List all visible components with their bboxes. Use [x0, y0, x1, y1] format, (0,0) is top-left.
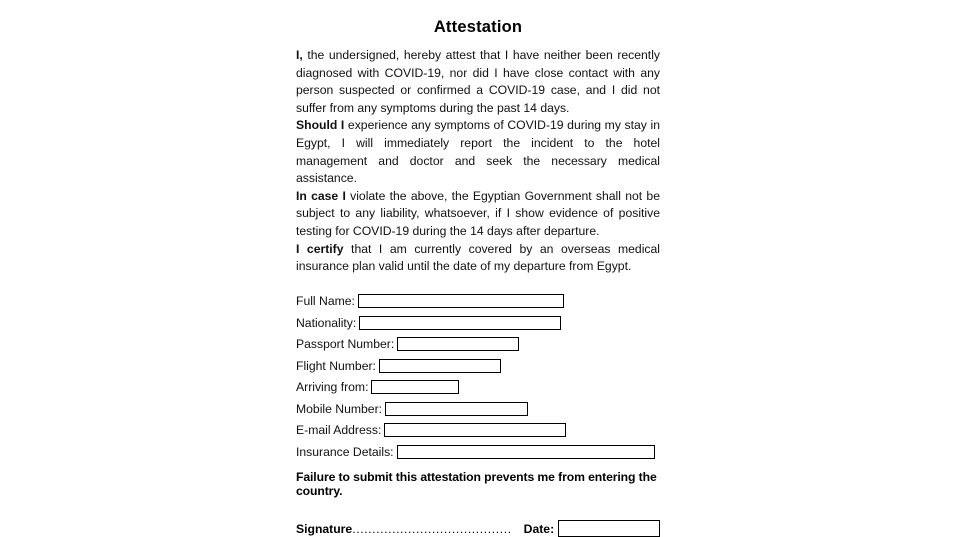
input-nationality[interactable] [359, 316, 561, 330]
input-insurance-details[interactable] [397, 445, 655, 459]
label-passport-number: Passport Number: [296, 337, 395, 352]
paragraph-symptoms [296, 117, 660, 187]
field-row-full-name [296, 293, 660, 310]
field-row-passport-number [296, 336, 660, 353]
input-mobile-number[interactable] [385, 402, 528, 416]
paragraph-diagnosis [296, 47, 660, 117]
input-passport-number[interactable] [397, 337, 519, 351]
input-email-address[interactable] [384, 423, 566, 437]
input-date[interactable] [558, 520, 660, 537]
label-insurance-details: Insurance Details: [296, 444, 394, 459]
label-flight-number: Flight Number: [296, 358, 376, 373]
form-fields [296, 293, 660, 461]
field-row-nationality [296, 314, 660, 331]
input-flight-number[interactable] [379, 359, 501, 373]
label-email-address: E-mail Address: [296, 423, 382, 438]
paragraph-liability-text: violate the above, the Egyptian Government shall not be subject to any liability, whatsoever, if I show evidence of positive testing for COVID-19 during the 14 days after departure. [296, 188, 660, 238]
paragraph-insurance [296, 241, 660, 276]
paragraph-diagnosis-lead: I, [296, 48, 303, 62]
paragraph-insurance-lead: I certify [296, 241, 344, 256]
paragraph-symptoms-text: experience any symptoms of COVID-19 during my stay in Egypt, I will immediately report the incident to the hotel management and doctor and seek the necessary medical assistance. [296, 118, 660, 186]
label-nationality: Nationality: [296, 315, 357, 330]
paragraph-liability-lead: In case I [296, 188, 346, 203]
field-row-insurance-details [296, 443, 660, 460]
paragraph-symptoms-lead: Should I [296, 118, 345, 133]
signature-line[interactable]: ........................................ [352, 521, 512, 536]
paragraph-diagnosis-text: the undersigned, hereby attest that I have neither been recently diagnosed with COVID-19, nor did I have close contact with any person suspected or confirmed a COVID-19 case, and I did not suffer from any symptoms during the past 14 days. [296, 48, 660, 115]
field-row-flight-number [296, 357, 660, 374]
paragraph-insurance-text: that I am currently covered by an overseas medical insurance plan valid until the date of my departure from Egypt. [296, 241, 660, 274]
paragraph-liability [296, 188, 660, 241]
field-row-arriving-from [296, 379, 660, 396]
label-full-name: Full Name: [296, 294, 355, 309]
signature-row [296, 520, 660, 537]
input-full-name[interactable] [358, 294, 564, 308]
field-row-email-address [296, 422, 660, 439]
label-date: Date: [523, 521, 555, 536]
field-row-mobile-number [296, 400, 660, 417]
input-arriving-from[interactable] [371, 380, 459, 394]
attestation-document [296, 18, 660, 537]
label-signature: Signature [296, 521, 353, 536]
page-title: Attestation [433, 18, 523, 36]
label-mobile-number: Mobile Number: [296, 401, 383, 416]
label-arriving-from: Arriving from: [296, 380, 369, 395]
submission-notice: Failure to submit this attestation prevents me from entering the country. [296, 470, 657, 499]
